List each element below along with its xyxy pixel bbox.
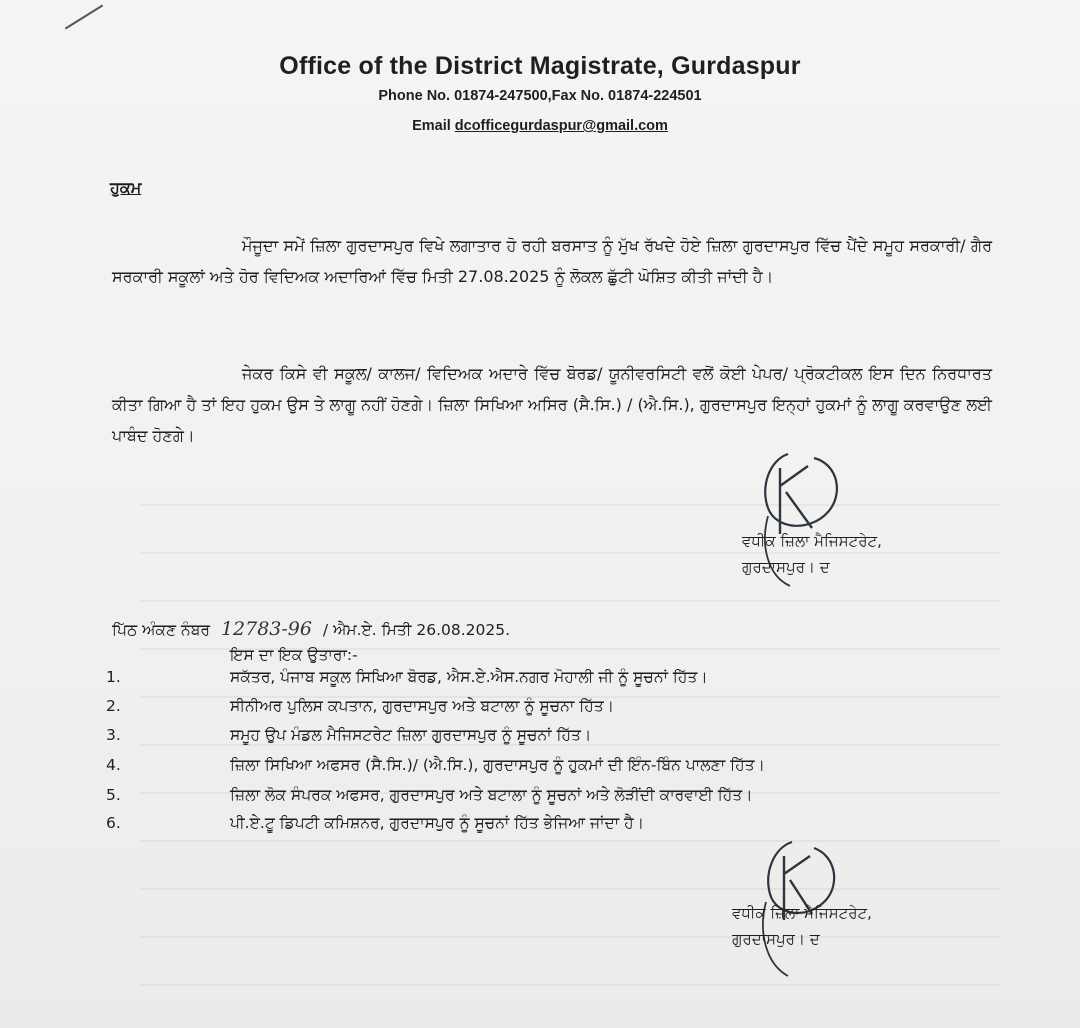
item-number: 2. [106, 697, 121, 715]
order-heading: ਹੁਕਮ [110, 178, 142, 197]
office-title: Office of the District Magistrate, Gurdaspur [279, 52, 801, 80]
office-phone-fax: Phone No. 01874-247500,Fax No. 01874-224501 [378, 88, 702, 104]
item-number: 5. [106, 786, 121, 804]
distribution-item [0, 697, 1080, 725]
order-paragraph-2: ਜੇਕਰ ਕਿਸੇ ਵੀ ਸਕੂਲ/ ਕਾਲਜ/ ਵਿਦਿਅਕ ਅਦਾਰੇ ਵਿੱਚ ਬੋਰਡ/ ਯੂਨੀਵਰਸਿਟੀ ਵਲੋਂ ਕੋਈ ਪੇਪਰ/ ਪ੍ਰੋਕਟੀਕਲ ਇਸ ਦਿਨ ਨਿਰਧਾਰਤ ਕੀਤਾ ਗਿਆ ਹੈ ਤਾਂ ਇਹ ਹੁਕਮ ਉਸ ਤੇ ਲਾਗੂ ਨਹੀਂ ਹੋਣਗੇ। ਜ਼ਿਲਾ ਸਿਖਿਆ ਅਸਿਰ (ਸੈ.ਸਿ.) / (ਐ.ਸਿ.), ਗੁਰਦਾਸਪੁਰ ਇਨ੍ਹਾਂ ਹੁਕਮਾਂ ਨੂੰ ਲਾਗੂ ਕਰਵਾਉਣ ਲਈ ਪਾਬੰਦ ਹੋਣਗੇ। [112, 364, 992, 445]
item-text: ਸਮੂਹ ਉਪ ਮੰਡਲ ਮੈਜਿਸਟਰੇਟ ਜ਼ਿਲਾ ਗੁਰਦਾਸਪੁਰ ਨੂੰ ਸੂਚਨਾਂ ਹਿੱਤ। [230, 726, 592, 744]
item-text: ਜ਼ਿਲਾ ਲੋਕ ਸੰਪਰਕ ਅਫਸਰ, ਗੁਰਦਾਸਪੁਰ ਅਤੇ ਬਟਾਲਾ ਨੂੰ ਸੂਚਨਾਂ ਅਤੇ ਲੋੜੀਂਦੀ ਕਾਰਵਾਈ ਹਿੱਤ। [230, 786, 753, 804]
copy-intro: ਇਸ ਦਾ ਇਕ ਉਤਾਰਾ:- [230, 646, 358, 664]
endorsement-prefix: ਪਿੱਠ ਅੰਕਣ ਨੰਬਰ [112, 621, 210, 639]
signatory-place: ਗੁਰਦਾਸਪੁਰ। ਦ [732, 930, 820, 948]
item-text: ਸੀਨੀਅਰ ਪੁਲਿਸ ਕਪਤਾਨ, ਗੁਰਦਾਸਪੁਰ ਅਤੇ ਬਟਾਲਾ ਨੂੰ ਸੂਚਨਾ ਹਿੱਤ। [230, 697, 615, 715]
endorsement-line [112, 618, 510, 640]
distribution-item [0, 814, 1080, 842]
distribution-item [0, 786, 1080, 814]
order-paragraph-1: ਮੌਜੂਦਾ ਸਮੇਂ ਜ਼ਿਲਾ ਗੁਰਦਾਸਪੁਰ ਵਿਖੇ ਲਗਾਤਾਰ ਹੋ ਰਹੀ ਬਰਸਾਤ ਨੂੰ ਮੁੱਖ ਰੱਖਦੇ ਹੋਏ ਜ਼ਿਲਾ ਗੁਰਦਾਸਪੁਰ ਵਿੱਚ ਪੈਂਦੇ ਸਮੂਹ ਸਰਕਾਰੀ/ ਗੈਰ ਸਰਕਾਰੀ ਸਕੂਲਾਂ ਅਤੇ ਹੋਰ ਵਿਦਿਅਕ ਅਦਾਰਿਆਂ ਵਿੱਚ ਮਿਤੀ 27.08.2025 ਨੂੰ ਲੋਕਲ ਛੁੱਟੀ ਘੋਸ਼ਿਤ ਕੀਤੀ ਜਾਂਦੀ ਹੈ। [112, 236, 992, 286]
signature-block-2 [732, 900, 872, 952]
item-text: ਪੀ.ਏ.ਟੂ ਡਿਪਟੀ ਕਮਿਸ਼ਨਰ, ਗੁਰਦਾਸਪੁਰ ਨੂੰ ਸੂਚਨਾਂ ਹਿੱਤ ਭੇਜਿਆ ਜਾਂਦਾ ਹੈ। [230, 814, 645, 832]
item-text: ਜ਼ਿਲਾ ਸਿਖਿਆ ਅਫਸਰ (ਸੈ.ਸਿ.)/ (ਐ.ਸਿ.), ਗੁਰਦਾਸਪੁਰ ਨੂੰ ਹੁਕਮਾਂ ਦੀ ਇੰਨ-ਬਿੰਨ ਪਾਲਣਾ ਹਿੱਤ। [230, 756, 765, 774]
endorsement-date: / ਐਮ.ਏ. ਮਿਤੀ 26.08.2025. [322, 621, 511, 639]
signature-block-1 [742, 528, 882, 580]
item-number: 4. [106, 756, 121, 774]
distribution-item [0, 756, 1080, 784]
endorsement-number: 12783-96 [220, 618, 312, 640]
email-address: dcofficegurdaspur@gmail.com [454, 118, 668, 134]
distribution-item [0, 726, 1080, 754]
item-number: 6. [106, 814, 121, 832]
item-number: 1. [106, 668, 121, 686]
signatory-designation: ਵਧੀਕ ਜ਼ਿਲਾ ਮੈਜਿਸਟਰੇਟ, [732, 904, 872, 922]
email-label: Email [412, 118, 455, 134]
pen-mark [65, 4, 103, 29]
distribution-item [0, 668, 1080, 696]
office-email [0, 118, 1080, 134]
signatory-designation: ਵਧੀਕ ਜ਼ਿਲਾ ਮੈਜਿਸਟਰੇਟ, [742, 532, 882, 550]
signatory-place: ਗੁਰਦਾਸਪੁਰ। ਦ [742, 558, 830, 576]
item-text: ਸਕੱਤਰ, ਪੰਜਾਬ ਸਕੂਲ ਸਿਖਿਆ ਬੋਰਡ, ਐਸ.ਏ.ਐਸ.ਨਗਰ ਮੋਹਾਲੀ ਜੀ ਨੂੰ ਸੂਚਨਾਂ ਹਿੱਤ। [230, 668, 708, 686]
item-number: 3. [106, 726, 121, 744]
